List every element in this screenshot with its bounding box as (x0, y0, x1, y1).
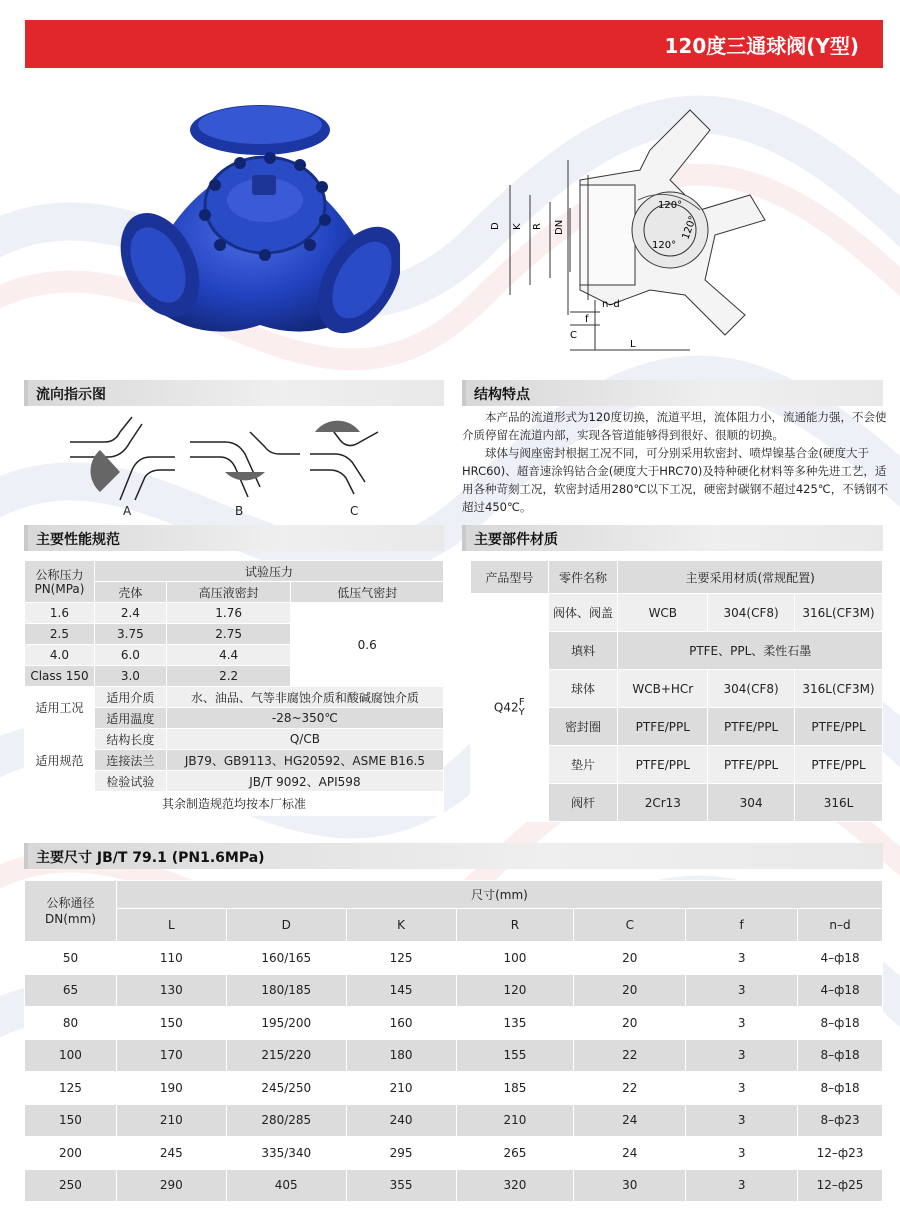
dim-cell: 50 (25, 942, 117, 975)
dim-cell: 4–ф18 (798, 974, 883, 1007)
perf-medium: 水、油品、气等非腐蚀介质和酸碱腐蚀介质 (166, 687, 443, 708)
dim-cell: 8–ф18 (798, 1039, 883, 1072)
dim-cell: 8–ф18 (798, 1072, 883, 1105)
perf-cell: 3.75 (94, 624, 166, 645)
mat-h-part: 零件名称 (548, 561, 618, 594)
dim-cell: 3 (686, 1039, 798, 1072)
dim-cell: 3 (686, 974, 798, 1007)
dim-h-dn: 公称通径 DN(mm) (25, 881, 117, 942)
mat-cell: 304(CF8) (708, 670, 795, 708)
dim-cell: 170 (116, 1039, 226, 1072)
mat-cell: PTFE/PPL (795, 746, 883, 784)
perf-h-hydro: 高压液密封 (166, 582, 291, 603)
mat-cell: 316L (795, 784, 883, 822)
structure-para-1: 本产品的流道形式为120度切换，流道平坦，流体阻力小，流通能力强，不会使介质停留在流道内部，实现各管道能够得到很好、很顺的切换。 (462, 410, 887, 442)
mat-cell: 垫片 (548, 746, 618, 784)
dim-col-header: L (116, 909, 226, 942)
dim-col-header: n–d (798, 909, 883, 942)
perf-cell: 2.5 (25, 624, 95, 645)
label-R: R (532, 223, 543, 230)
dim-cell: 100 (25, 1039, 117, 1072)
dim-cell: 185 (456, 1072, 574, 1105)
perf-flange: JB79、GB9113、HG20592、ASME B16.5 (166, 750, 443, 771)
flow-label-b: B (235, 504, 244, 518)
dim-cell: 22 (574, 1039, 686, 1072)
dim-cell: 24 (574, 1104, 686, 1137)
valve-photo (120, 95, 400, 355)
mat-cell: 阀体、阀盖 (548, 594, 618, 632)
dim-cell: 295 (346, 1137, 456, 1170)
label-angle-2: 120° (680, 214, 700, 242)
dim-cell: 80 (25, 1007, 117, 1040)
perf-h-shell: 壳体 (94, 582, 166, 603)
label-L: L (630, 339, 636, 350)
dim-cell: 4–ф18 (798, 942, 883, 975)
dim-cell: 245 (116, 1137, 226, 1170)
dim-cell: 195/200 (226, 1007, 346, 1040)
dim-cell: 245/250 (226, 1072, 346, 1105)
perf-cell: 3.0 (94, 666, 166, 687)
section-performance: 主要性能规范 (24, 525, 444, 551)
mat-model-sup: F (518, 696, 525, 708)
dim-cell: 20 (574, 942, 686, 975)
dim-col-header: D (226, 909, 346, 942)
perf-std-label: 适用规范 (25, 729, 95, 792)
dim-cell: 120 (456, 974, 574, 1007)
flow-label-c: C (350, 504, 359, 518)
table-row (25, 1039, 883, 1072)
label-D: D (490, 222, 501, 230)
dim-cell: 3 (686, 942, 798, 975)
perf-cell: 2.2 (166, 666, 291, 687)
dim-cell: 3 (686, 1007, 798, 1040)
perf-h-gas: 低压气密封 (291, 582, 444, 603)
dim-cell: 3 (686, 1137, 798, 1170)
dim-h-size: 尺寸(mm) (116, 881, 882, 909)
label-angle-1: 120° (658, 200, 683, 211)
dim-cell: 20 (574, 1007, 686, 1040)
perf-gas-value: 0.6 (291, 603, 444, 687)
dim-cell: 8–ф18 (798, 1007, 883, 1040)
table-row (25, 974, 883, 1007)
perf-len: Q/CB (166, 729, 443, 750)
mat-cell: 球体 (548, 670, 618, 708)
flow-label-a: A (123, 504, 132, 518)
structure-para-2: 球体与阀座密封根据工况不同，可分别采用软密封、喷焊镍基合金(硬度大于HRC60)、超音速涂钨钴合金(硬度大于HRC70)及特种硬化材料等多种先进工艺，适用各种苛刻工况，软密封适用280℃以下工况，硬密封碳钢不超过425℃，不锈钢不超过450℃。 (462, 446, 889, 514)
perf-medium-label: 适用介质 (94, 687, 166, 708)
dim-cell: 150 (116, 1007, 226, 1040)
section-flow: 流向指示图 (24, 380, 444, 406)
dim-cell: 210 (346, 1072, 456, 1105)
dim-col-header: C (574, 909, 686, 942)
perf-cell: 1.76 (166, 603, 291, 624)
label-angle-3: 120° (652, 240, 677, 251)
dim-cell: 335/340 (226, 1137, 346, 1170)
dim-cell: 265 (456, 1137, 574, 1170)
dim-cell: 3 (686, 1169, 798, 1202)
perf-insp-label: 检验试验 (94, 771, 166, 792)
mat-h-model: 产品型号 (471, 561, 549, 594)
mat-cell: 316L(CF3M) (795, 670, 883, 708)
dim-cell: 290 (116, 1169, 226, 1202)
mat-cell: PTFE/PPL (708, 746, 795, 784)
dim-cell: 100 (456, 942, 574, 975)
perf-cell: Class 150 (25, 666, 95, 687)
mat-cell: PTFE/PPL (618, 708, 708, 746)
perf-insp: JB/T 9092、API598 (166, 771, 443, 792)
perf-cell: 2.75 (166, 624, 291, 645)
mat-cell: WCB+HCr (618, 670, 708, 708)
mat-cell: 填料 (548, 632, 618, 670)
perf-temp: -28~350℃ (166, 708, 443, 729)
dim-cell: 160 (346, 1007, 456, 1040)
flow-diagram (60, 412, 400, 512)
table-row (25, 1169, 883, 1202)
table-row (25, 1072, 883, 1105)
perf-temp-label: 适用温度 (94, 708, 166, 729)
dim-cell: 125 (346, 942, 456, 975)
perf-h-test: 试验压力 (94, 561, 443, 582)
header-band (25, 20, 883, 68)
dim-cell: 355 (346, 1169, 456, 1202)
mat-cell: WCB (618, 594, 708, 632)
perf-flange-label: 连接法兰 (94, 750, 166, 771)
dim-cell: 180/185 (226, 974, 346, 1007)
label-DN: DN (554, 219, 565, 235)
mat-cell: 2Cr13 (618, 784, 708, 822)
page-title: 120度三通球阀(Y型) (664, 34, 859, 58)
dim-cell: 135 (456, 1007, 574, 1040)
dim-cell: 155 (456, 1039, 574, 1072)
mat-cell: PTFE/PPL (618, 746, 708, 784)
dim-cell: 24 (574, 1137, 686, 1170)
dim-col-header: R (456, 909, 574, 942)
perf-len-label: 结构长度 (94, 729, 166, 750)
dim-cell: 160/165 (226, 942, 346, 975)
structure-text (462, 408, 892, 516)
perf-note: 其余制造规范均按本厂标准 (25, 792, 444, 816)
mat-cell: 阀杆 (548, 784, 618, 822)
perf-cell: 2.4 (94, 603, 166, 624)
dim-col-header: K (346, 909, 456, 942)
dimensions-table (24, 880, 883, 1202)
dim-cell: 190 (116, 1072, 226, 1105)
section-dimensions: 主要尺寸 JB/T 79.1 (PN1.6MPa) (24, 843, 883, 869)
mat-cell: 304 (708, 784, 795, 822)
dim-cell: 150 (25, 1104, 117, 1137)
dim-col-header: f (686, 909, 798, 942)
dim-cell: 180 (346, 1039, 456, 1072)
mat-cell: 316L(CF3M) (795, 594, 883, 632)
section-structure: 结构特点 (462, 380, 883, 406)
dim-cell: 12–ф25 (798, 1169, 883, 1202)
mat-cell: 304(CF8) (708, 594, 795, 632)
section-drawing (490, 90, 810, 370)
performance-table (24, 560, 444, 816)
dim-cell: 3 (686, 1104, 798, 1137)
dim-cell: 210 (116, 1104, 226, 1137)
table-row (25, 1104, 883, 1137)
perf-cell: 6.0 (94, 645, 166, 666)
dim-cell: 30 (574, 1169, 686, 1202)
dim-cell: 215/220 (226, 1039, 346, 1072)
label-C: C (570, 330, 577, 341)
dim-cell: 110 (116, 942, 226, 975)
mat-cell: PTFE、PPL、柔性石墨 (618, 632, 883, 670)
mat-h-mat: 主要采用材质(常规配置) (618, 561, 883, 594)
mat-cell: 密封圈 (548, 708, 618, 746)
perf-cond-label: 适用工况 (25, 687, 95, 729)
dim-cell: 12–ф23 (798, 1137, 883, 1170)
mat-model-sub: Y (518, 706, 525, 718)
mat-model: Q42 F Y (471, 594, 549, 822)
dim-cell: 200 (25, 1137, 117, 1170)
table-row (25, 1007, 883, 1040)
mat-cell: PTFE/PPL (795, 708, 883, 746)
dim-cell: 125 (25, 1072, 117, 1105)
section-materials: 主要部件材质 (462, 525, 883, 551)
dim-cell: 8–ф23 (798, 1104, 883, 1137)
label-nd: n–d (602, 299, 620, 310)
perf-h-pn: 公称压力 PN(MPa) (25, 561, 95, 603)
dim-cell: 22 (574, 1072, 686, 1105)
table-row (25, 1137, 883, 1170)
dim-cell: 145 (346, 974, 456, 1007)
dim-cell: 20 (574, 974, 686, 1007)
dim-cell: 405 (226, 1169, 346, 1202)
perf-cell: 4.0 (25, 645, 95, 666)
dim-cell: 240 (346, 1104, 456, 1137)
mat-cell: PTFE/PPL (708, 708, 795, 746)
dim-cell: 130 (116, 974, 226, 1007)
dim-cell: 3 (686, 1072, 798, 1105)
materials-table (470, 560, 883, 822)
label-f: f (585, 314, 589, 325)
label-K: K (512, 223, 523, 230)
perf-cell: 4.4 (166, 645, 291, 666)
dim-cell: 210 (456, 1104, 574, 1137)
table-row (25, 942, 883, 975)
dim-cell: 250 (25, 1169, 117, 1202)
perf-cell: 1.6 (25, 603, 95, 624)
dim-cell: 280/285 (226, 1104, 346, 1137)
dim-cell: 320 (456, 1169, 574, 1202)
dim-cell: 65 (25, 974, 117, 1007)
